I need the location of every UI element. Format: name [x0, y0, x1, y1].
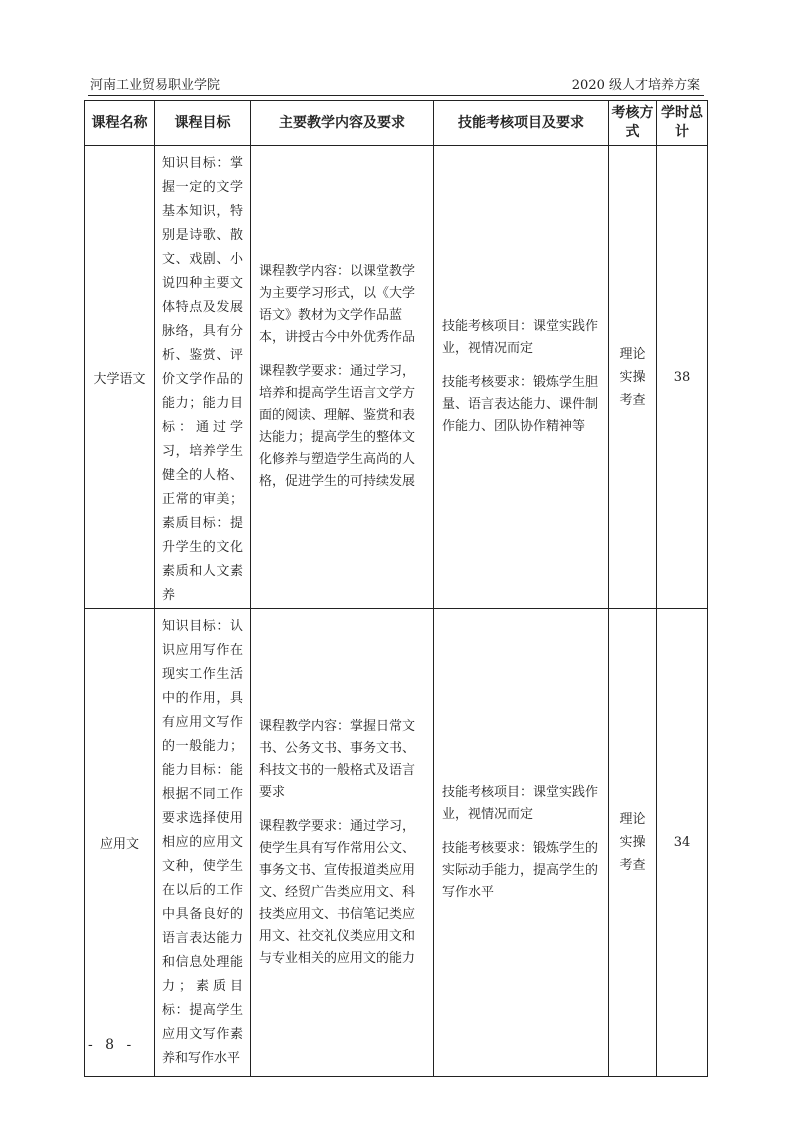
header-divider: [88, 95, 704, 96]
teaching-requirement: 课程教学要求：通过学习，培养和提高学生语言文学方面的阅读、理解、鉴赏和表达能力；提高学生的整体文化修养与塑造学生高尚的人格，促进学生的可持续发展: [259, 364, 416, 489]
col-header-method: 考核方式: [609, 101, 657, 146]
course-name: 大学语文: [85, 146, 155, 609]
col-header-goal: 课程目标: [155, 101, 251, 146]
teaching-content: 课程教学内容：以课堂教学为主要学习形式，以《大学语文》教材为文学作品蓝本，讲授古今中外优秀作品: [259, 264, 416, 345]
teaching-content-cell: [251, 609, 434, 1077]
skill-item: 技能考核项目：课堂实践作业，视情况而定: [442, 319, 599, 356]
table-row: [85, 609, 708, 1077]
school-name: 河南工业贸易职业学院: [90, 78, 221, 93]
course-goal-cell: [155, 146, 251, 609]
course-goal-cell: [155, 609, 251, 1077]
skill-requirement: 技能考核要求：锻炼学生的实际动手能力，提高学生的写作水平: [442, 840, 599, 900]
total-hours: 34: [657, 609, 708, 1077]
course-name: 应用文: [85, 609, 155, 1077]
teaching-content: 课程教学内容：掌握日常文书、公务文书、事务文书、科技文书的一般格式及语言要求: [259, 718, 416, 800]
plan-title: 2020 级人才培养方案: [571, 78, 700, 93]
col-header-course-name: 课程名称: [85, 101, 155, 146]
col-header-content: 主要教学内容及要求: [251, 101, 434, 146]
assessment-method: 理论实操考查: [609, 609, 657, 1077]
skill-item: 技能考核项目：课堂实践作业，视情况而定: [442, 784, 599, 822]
col-header-skill: 技能考核项目及要求: [434, 101, 609, 146]
teaching-content-cell: [251, 146, 434, 609]
course-goal: 知识目标：掌握一定的文学基本知识，特别是诗歌、散文、戏剧、小说四种主要文体特点及发展脉络，具有分析、鉴赏、评价文学作品的能力；能力目标：通过学习，培养学生健全的人格、正常的审美；素质目标：提升学生的文化素质和人文素养: [162, 156, 243, 603]
teaching-requirement: 课程教学要求：通过学习，使学生具有写作常用公文、事务文书、宣传报道类应用文、经贸广告类应用文、科技类应用文、书信笔记类应用文、社交礼仪类应用文和与专业相关的应用文的能力: [259, 818, 416, 966]
page-number: - 8 -: [88, 1037, 136, 1053]
assessment-method: 理论实操考查: [609, 146, 657, 609]
table-row: [85, 146, 708, 609]
skill-requirement: 技能考核要求：锻炼学生胆量、语言表达能力、课件制作能力、团队协作精神等: [442, 375, 599, 434]
course-table: [84, 100, 708, 1077]
skill-assessment-cell: [434, 609, 609, 1077]
col-header-hours: 学时总计: [657, 101, 708, 146]
course-goal: 知识目标：认识应用写作在现实工作生活中的作用，具有应用文写作的一般能力；能力目标：能根据不同工作要求选择使用相应的应用文文种，使学生在以后的工作中具备良好的语言表达能力和信息处理能力；素质目标：提高学生应用文写作素养和写作水平: [162, 619, 243, 1066]
skill-assessment-cell: [434, 146, 609, 609]
total-hours: 38: [657, 146, 708, 609]
table-header-row: [85, 101, 708, 146]
page-header: [88, 77, 704, 94]
